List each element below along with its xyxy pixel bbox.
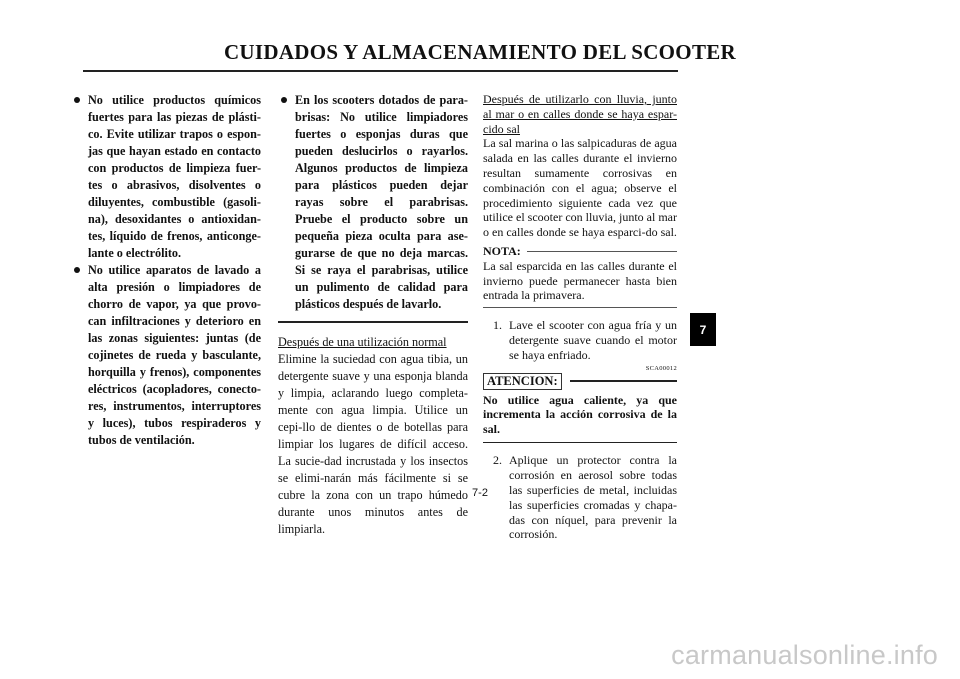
atencion-text: No utilice agua caliente, ya que incrementa la acción corrosiva de la sal.: [483, 392, 677, 437]
column-2: [278, 92, 468, 538]
atencion-label: ATENCION:: [483, 373, 562, 390]
bullet-dot-icon: [281, 97, 287, 103]
column-3: [483, 92, 677, 542]
section-body: Elimine la suciedad con agua tibia, un detergente suave y una esponja blanda y limpia, aclarando luego completa-mente con agua limpia. Utilice un cepi-llo de dientes o de botellas para limpiar los lugares de difícil acceso. La sucie-dad incrustada y los insectos se elimi-narán más fácilmente si se cubre la zona con un trapo húmedo durante unos minutos antes de limpiarla.: [278, 351, 468, 536]
reference-code: SCA00012: [645, 364, 677, 372]
page-title: CUIDADOS Y ALMACENAMIENTO DEL SCOOTER: [223, 40, 737, 64]
note-text: La sal esparcida en las calles durante el invierno puede permanecer hasta bien entrada la primavera.: [483, 258, 677, 303]
bullet-item: [71, 262, 261, 449]
atencion-line: [570, 380, 677, 382]
atencion-divider: [483, 442, 677, 444]
bullet-text: En los scooters dotados de para-brisas: No utilice limpiadores fuertes o esponjas duras que pueden deslucirlos o rayarlos. Algunos productos de limpieza para plásticos pueden dejar rayas sobre el parabrisas. Pruebe el producto sobre un pequeña pieza oculta para ase-gurarse de que no deja marcas. Si se raya el parabrisas, utilice un pulimento de calidad para plásticos después de lavarlo.: [295, 93, 468, 311]
section-heading: Después de utilizarlo con lluvia, junto al mar o en calles donde se haya espar-cido sal: [483, 92, 677, 136]
header-rule: [83, 70, 678, 72]
bullet-item: [278, 92, 468, 313]
chapter-tab: 7: [690, 313, 716, 346]
section-heading: Después de una utilización normal: [278, 334, 447, 349]
bullet-dot-icon: [74, 267, 80, 273]
watermark: carmanualsonline.info: [671, 640, 938, 670]
page-number: 7-2: [472, 487, 488, 499]
atencion-header: [483, 373, 677, 390]
bullet-text: No utilice productos químicos fuertes para las piezas de plásti-co. Evite utilizar trapos o espon-jas que hayan estado en contacto con productos de limpieza fuer-tes o abrasivos, disolventes o diluyentes, combustible (gasoli-na), desoxidantes o antioxidan-tes, líquido de frenos, anticonge-lante o electrólito.: [88, 93, 261, 260]
step-number: 2.: [493, 453, 502, 468]
note-header: [483, 244, 677, 259]
step-number: 1.: [493, 318, 502, 333]
section-body: La sal marina o las salpicaduras de agua salada en las calles durante el invierno resultan sumamente corrosivas en combinación con el agua; observe el procedimiento siguiente cada vez que utilice el scooter con lluvia, junto al mar o en calles donde se haya esparci-do sal.: [483, 136, 677, 240]
bullet-text: No utilice aparatos de lavado a alta presión o limpiadores de chorro de vapor, ya que provo-can infiltraciones y deterioro en las zonas siguientes: juntas (de cojinetes de rueda y basculante, horquilla y frenos), componentes eléctricos (acopladores, conecto-res, instrumentos, interruptores y luces), tubos respiraderos y tubos de ventilación.: [88, 263, 261, 447]
note-line: [527, 251, 677, 252]
note-divider: [483, 307, 677, 308]
bullet-dot-icon: [74, 97, 80, 103]
note-label: NOTA:: [483, 243, 521, 258]
bullet-item: [71, 92, 261, 262]
step-text: Aplique un protector contra la corrosión en aerosol sobre todas las superficies de metal, incluidas las superficies cromadas y chapa-das con níquel, para prevenir la corrosión.: [509, 453, 677, 542]
step-text: Lave el scooter con agua fría y un detergente suave cuando el motor se haya enfriado.: [509, 318, 677, 362]
column-1: [71, 92, 261, 449]
section-divider: [278, 321, 468, 323]
numbered-step: [483, 318, 677, 362]
